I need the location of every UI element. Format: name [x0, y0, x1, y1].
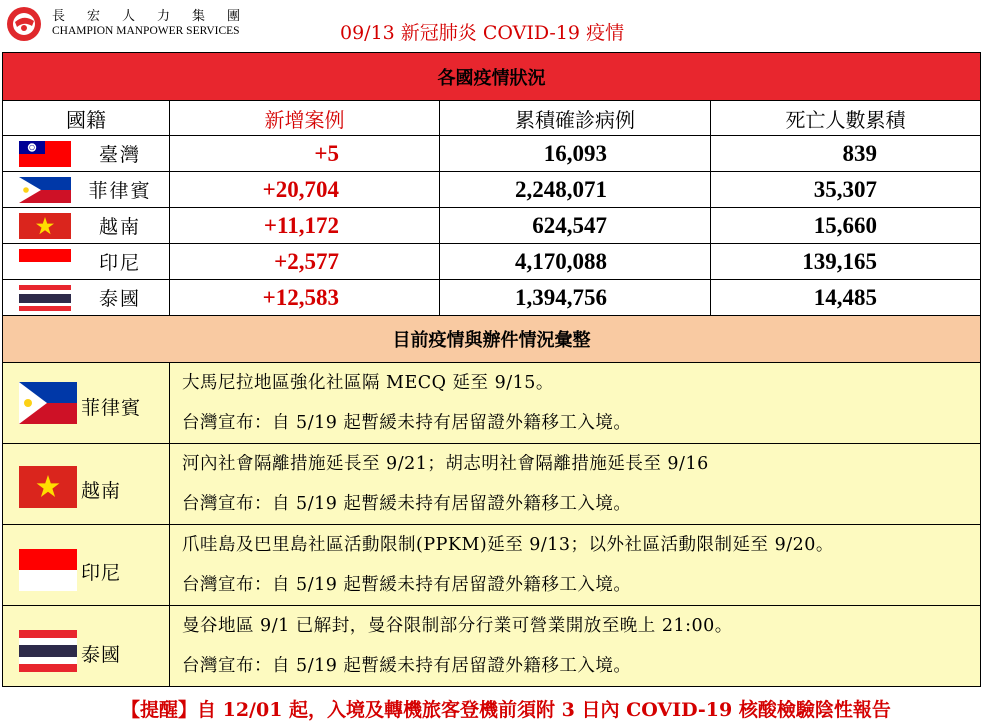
indonesia-flag-icon — [19, 549, 77, 591]
situation-line: 台灣宣布：自 5/19 起暫緩未持有居留證外籍移工入境。 — [182, 413, 632, 433]
vietnam-flag-icon — [19, 213, 71, 239]
situation-country-cell — [3, 363, 170, 444]
thailand-flag-icon — [19, 630, 77, 672]
country-name: 臺灣 — [98, 144, 141, 166]
situation-header: 目前疫情與辦件情況彙整 — [3, 316, 981, 363]
new-cases: +20,704 — [170, 172, 440, 208]
situation-country-name: 菲律賓 — [81, 397, 142, 419]
new-cases: +5 — [170, 136, 440, 172]
country-name: 印尼 — [98, 252, 141, 274]
situation-line: 台灣宣布：自 5/19 起暫緩未持有居留證外籍移工入境。 — [182, 494, 632, 514]
vietnam-flag-icon — [19, 466, 77, 508]
situation-country-cell — [3, 525, 170, 606]
situation-line: 曼谷地區 9/1 已解封，曼谷限制部分行業可營業開放至晚上 21:00。 — [182, 616, 733, 636]
situation-details — [170, 525, 981, 606]
deaths: 15,660 — [711, 208, 981, 244]
country-cell — [3, 244, 170, 280]
total-cases: 16,093 — [440, 136, 711, 172]
taiwan-flag-icon — [19, 141, 71, 167]
situation-country-cell — [3, 444, 170, 525]
situation-details — [170, 606, 981, 687]
situation-line: 大馬尼拉地區強化社區隔 MECQ 延至 9/15。 — [182, 373, 554, 393]
deaths: 139,165 — [711, 244, 981, 280]
situation-details — [170, 363, 981, 444]
column-header-total-cases: 累積確診病例 — [440, 101, 711, 136]
table-row — [3, 244, 981, 280]
company-name-zh: 長宏人力集團 — [52, 9, 263, 24]
deaths: 35,307 — [711, 172, 981, 208]
total-cases: 1,394,756 — [440, 280, 711, 316]
total-cases: 2,248,071 — [440, 172, 711, 208]
table-row — [3, 136, 981, 172]
stats-header: 各國疫情狀況 — [3, 53, 981, 101]
deaths: 14,485 — [711, 280, 981, 316]
situation-row — [3, 363, 981, 444]
philippines-flag-icon — [19, 382, 77, 424]
situation-country-cell — [3, 606, 170, 687]
company-name-en: CHAMPION MANPOWER SERVICES — [52, 25, 240, 37]
column-header-deaths: 死亡人數累積 — [711, 101, 981, 136]
column-header-nationality: 國籍 — [3, 101, 170, 136]
table-row — [3, 280, 981, 316]
country-cell — [3, 280, 170, 316]
situation-line: 河內社會隔離措施延長至 9/21；胡志明社會隔離措施延長至 9/16 — [182, 454, 709, 474]
philippines-flag-icon — [19, 177, 71, 203]
indonesia-flag-icon — [19, 249, 71, 275]
new-cases: +12,583 — [170, 280, 440, 316]
new-cases: +2,577 — [170, 244, 440, 280]
situation-details — [170, 444, 981, 525]
country-cell — [3, 172, 170, 208]
situation-country-name: 越南 — [81, 480, 122, 502]
situation-row — [3, 606, 981, 687]
total-cases: 4,170,088 — [440, 244, 711, 280]
situation-line: 台灣宣布：自 5/19 起暫緩未持有居留證外籍移工入境。 — [182, 575, 632, 595]
deaths: 839 — [711, 136, 981, 172]
total-cases: 624,547 — [440, 208, 711, 244]
situation-line: 台灣宣布：自 5/19 起暫緩未持有居留證外籍移工入境。 — [182, 656, 632, 676]
country-cell — [3, 208, 170, 244]
country-name: 泰國 — [98, 288, 141, 310]
situation-row — [3, 525, 981, 606]
thailand-flag-icon — [19, 285, 71, 311]
country-name: 菲律賓 — [88, 180, 152, 202]
column-header-new-cases: 新增案例 — [170, 101, 440, 136]
entry-reminder: 【提醒】自 12/01 起，入境及轉機旅客登機前須附 3 日內 COVID-19 核酸檢驗陰性報告 — [121, 699, 891, 721]
country-cell — [3, 136, 170, 172]
situation-country-name: 泰國 — [81, 644, 122, 666]
table-row — [3, 172, 981, 208]
company-logo-icon — [6, 6, 42, 42]
covid-status-table — [2, 52, 981, 687]
page-title: 09/13 新冠肺炎 COVID-19 疫情 — [340, 22, 625, 44]
table-row — [3, 208, 981, 244]
situation-country-name: 印尼 — [81, 562, 122, 584]
situation-line: 爪哇島及巴里島社區活動限制(PPKM)延至 9/13；以外社區活動限制延至 9/20。 — [182, 535, 834, 555]
country-name: 越南 — [98, 216, 141, 238]
new-cases: +11,172 — [170, 208, 440, 244]
situation-row — [3, 444, 981, 525]
